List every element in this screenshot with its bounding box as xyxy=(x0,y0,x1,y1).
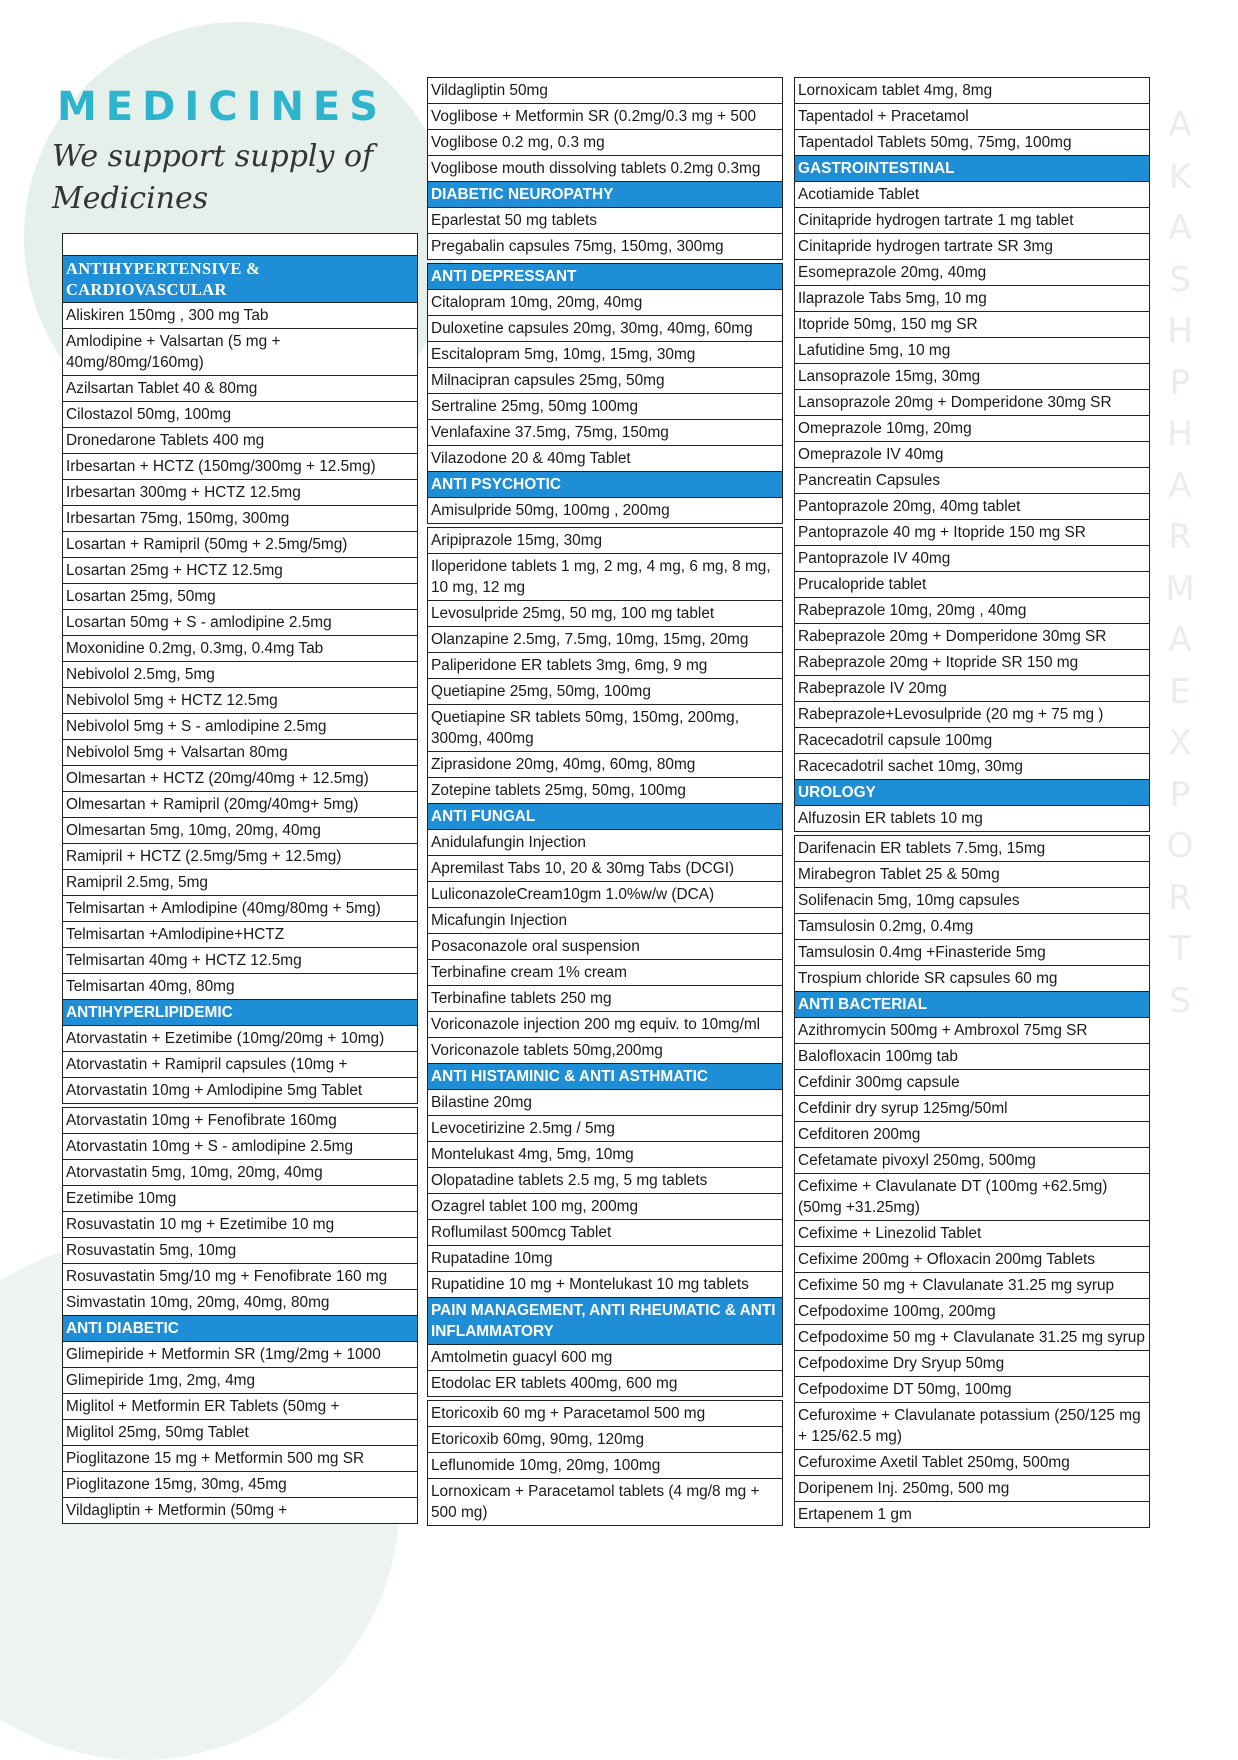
medicine-row: Lornoxicam + Paracetamol tablets (4 mg/8 mg + 500 mg) xyxy=(428,1478,782,1525)
medicine-row: Losartan 50mg + S - amlodipine 2.5mg xyxy=(63,609,417,635)
medicine-row: Pantoprazole 20mg, 40mg tablet xyxy=(795,493,1149,519)
medicine-row: Atorvastatin 10mg + Amlodipine 5mg Tablet xyxy=(63,1077,417,1103)
medicine-row: Rabeprazole+Levosulpride (20 mg + 75 mg ) xyxy=(795,701,1149,727)
medicine-row: Cefdinir 300mg capsule xyxy=(795,1069,1149,1095)
medicine-row: Lafutidine 5mg, 10 mg xyxy=(795,337,1149,363)
medicine-row: Cefixime + Clavulanate DT (100mg +62.5mg) (50mg +31.25mg) xyxy=(795,1173,1149,1220)
medicine-row: Itopride 50mg, 150 mg SR xyxy=(795,311,1149,337)
medicine-row: Voriconazole tablets 50mg,200mg xyxy=(428,1037,782,1063)
medicine-row: LuliconazoleCream10gm 1.0%w/w (DCA) xyxy=(428,881,782,907)
medicine-row: Cefixime 50 mg + Clavulanate 31.25 mg syrup xyxy=(795,1272,1149,1298)
medicine-row: Moxonidine 0.2mg, 0.3mg, 0.4mg Tab xyxy=(63,635,417,661)
medicine-row: Nebivolol 5mg + S - amlodipine 2.5mg xyxy=(63,713,417,739)
medicine-row: Simvastatin 10mg, 20mg, 40mg, 80mg xyxy=(63,1289,417,1315)
medicine-row: Anidulafungin Injection xyxy=(428,829,782,855)
medicine-row: Cefixime 200mg + Ofloxacin 200mg Tablets xyxy=(795,1246,1149,1272)
medicine-row: Atorvastatin 10mg + Fenofibrate 160mg xyxy=(66,1112,337,1129)
medicine-row: Racecadotril capsule 100mg xyxy=(795,727,1149,753)
watermark xyxy=(1160,100,1200,1027)
medicine-row: Cefditoren 200mg xyxy=(795,1121,1149,1147)
medicine-row: Quetiapine 25mg, 50mg, 100mg xyxy=(428,678,782,704)
medicine-row: Darifenacin ER tablets 7.5mg, 15mg xyxy=(798,840,1046,857)
medicine-row: Etoricoxib 60mg, 90mg, 120mg xyxy=(428,1426,782,1452)
watermark-letter: T xyxy=(1169,929,1191,969)
medicine-row: Eparlestat 50 mg tablets xyxy=(428,207,782,233)
medicine-row: Nebivolol 2.5mg, 5mg xyxy=(63,661,417,687)
medicine-row: Losartan 25mg + HCTZ 12.5mg xyxy=(63,557,417,583)
medicine-row: Escitalopram 5mg, 10mg, 15mg, 30mg xyxy=(428,341,782,367)
medicine-row: Terbinafine tablets 250 mg xyxy=(428,985,782,1011)
medicine-row: Levosulpride 25mg, 50 mg, 100 mg tablet xyxy=(428,600,782,626)
watermark-letter: R xyxy=(1168,517,1192,557)
medicine-row: Pantoprazole 40 mg + Itopride 150 mg SR xyxy=(795,519,1149,545)
medicine-column-3 xyxy=(794,77,1150,1528)
watermark-letter: O xyxy=(1166,826,1194,866)
medicine-row: Balofloxacin 100mg tab xyxy=(795,1043,1149,1069)
medicine-row: Cefpodoxime 100mg, 200mg xyxy=(795,1298,1149,1324)
medicine-row: Etoricoxib 60 mg + Paracetamol 500 mg xyxy=(431,1405,706,1422)
medicine-row: Rosuvastatin 5mg, 10mg xyxy=(63,1237,417,1263)
blank-row xyxy=(63,234,417,255)
medicine-row: Telmisartan + Amlodipine (40mg/80mg + 5mg) xyxy=(63,895,417,921)
medicine-row: Aripiprazole 15mg, 30mg xyxy=(431,532,603,549)
medicine-row: Voglibose mouth dissolving tablets 0.2mg 0.3mg xyxy=(428,155,782,181)
medicine-row: Telmisartan 40mg + HCTZ 12.5mg xyxy=(63,947,417,973)
category-header: ANTI HISTAMINIC & ANTI ASTHMATIC xyxy=(428,1063,782,1089)
medicine-row: Voglibose + Metformin SR (0.2mg/0.3 mg + 500 xyxy=(428,103,782,129)
medicine-row: Sertraline 25mg, 50mg 100mg xyxy=(428,393,782,419)
medicine-row: Glimepiride 1mg, 2mg, 4mg xyxy=(63,1367,417,1393)
medicine-row: Atorvastatin 10mg + S - amlodipine 2.5mg xyxy=(63,1133,417,1159)
medicine-row: Citalopram 10mg, 20mg, 40mg xyxy=(428,289,782,315)
medicine-row: Tamsulosin 0.4mg +Finasteride 5mg xyxy=(795,939,1149,965)
category-header: GASTROINTESTINAL xyxy=(795,155,1149,181)
medicine-row: Paliperidone ER tablets 3mg, 6mg, 9 mg xyxy=(428,652,782,678)
medicine-row: Iloperidone tablets 1 mg, 2 mg, 4 mg, 6 mg, 8 mg, 10 mg, 12 mg xyxy=(428,553,782,600)
watermark-letter: A xyxy=(1168,105,1192,145)
medicine-row: Rabeprazole 20mg + Domperidone 30mg SR xyxy=(795,623,1149,649)
watermark-letter: P xyxy=(1169,362,1191,403)
medicine-row: Rabeprazole 10mg, 20mg , 40mg xyxy=(795,597,1149,623)
medicine-row: Nebivolol 5mg + Valsartan 80mg xyxy=(63,739,417,765)
category-header: ANTIHYPERTENSIVE & CARDIOVASCULAR xyxy=(63,255,417,302)
watermark-letter: A xyxy=(1168,208,1192,248)
medicine-column-1 xyxy=(62,233,418,1524)
medicine-row: Pantoprazole IV 40mg xyxy=(795,545,1149,571)
medicine-row: Racecadotril sachet 10mg, 30mg xyxy=(795,753,1149,779)
medicine-row: Olanzapine 2.5mg, 7.5mg, 10mg, 15mg, 20mg xyxy=(428,626,782,652)
category-header: ANTI BACTERIAL xyxy=(795,991,1149,1017)
medicine-row: Dronedarone Tablets 400 mg xyxy=(63,427,417,453)
medicine-row: Vildagliptin 50mg xyxy=(431,82,548,99)
medicine-row: Vilazodone 20 & 40mg Tablet xyxy=(428,445,782,471)
medicine-row: Montelukast 4mg, 5mg, 10mg xyxy=(428,1141,782,1167)
medicine-row: Olmesartan 5mg, 10mg, 20mg, 40mg xyxy=(63,817,417,843)
medicine-row: Terbinafine cream 1% cream xyxy=(428,959,782,985)
watermark-letter: P xyxy=(1169,774,1191,815)
medicine-row: Omeprazole IV 40mg xyxy=(795,441,1149,467)
medicine-row: Amisulpride 50mg, 100mg , 200mg xyxy=(428,497,782,523)
medicine-row: Cefdinir dry syrup 125mg/50ml xyxy=(795,1095,1149,1121)
medicine-table-group xyxy=(794,835,1150,1528)
medicine-row: Atorvastatin + Ezetimibe (10mg/20mg + 10mg) xyxy=(63,1025,417,1051)
watermark-letter: S xyxy=(1169,259,1191,300)
medicine-row: Doripenem Inj. 250mg, 500 mg xyxy=(795,1475,1149,1501)
medicine-row: Voriconazole injection 200 mg equiv. to 10mg/ml xyxy=(428,1011,782,1037)
watermark-letter: M xyxy=(1165,568,1195,609)
category-header: ANTI FUNGAL xyxy=(428,803,782,829)
medicine-column-2 xyxy=(427,77,783,1526)
medicine-row: Micafungin Injection xyxy=(428,907,782,933)
medicine-row: Amtolmetin guacyl 600 mg xyxy=(428,1344,782,1370)
medicine-row: Azithromycin 500mg + Ambroxol 75mg SR xyxy=(795,1017,1149,1043)
medicine-row: Cefuroxime Axetil Tablet 250mg, 500mg xyxy=(795,1449,1149,1475)
medicine-row: Roflumilast 500mcg Tablet xyxy=(428,1219,782,1245)
watermark-letter: X xyxy=(1168,723,1192,763)
medicine-row: Losartan + Ramipril (50mg + 2.5mg/5mg) xyxy=(63,531,417,557)
medicine-row: Venlafaxine 37.5mg, 75mg, 150mg xyxy=(428,419,782,445)
medicine-row: Bilastine 20mg xyxy=(428,1089,782,1115)
medicine-row: Nebivolol 5mg + HCTZ 12.5mg xyxy=(63,687,417,713)
medicine-row: Rabeprazole IV 20mg xyxy=(795,675,1149,701)
medicine-row: Esomeprazole 20mg, 40mg xyxy=(795,259,1149,285)
medicine-row: Olopatadine tablets 2.5 mg, 5 mg tablets xyxy=(428,1167,782,1193)
medicine-row: Prucalopride tablet xyxy=(795,571,1149,597)
medicine-row: Alfuzosin ER tablets 10 mg xyxy=(795,805,1149,831)
category-header: ANTIHYPERLIPIDEMIC xyxy=(63,999,417,1025)
medicine-table-group xyxy=(427,527,783,1397)
medicine-row: Zotepine tablets 25mg, 50mg, 100mg xyxy=(428,777,782,803)
medicine-row: Quetiapine SR tablets 50mg, 150mg, 200mg, 300mg, 400mg xyxy=(428,704,782,751)
medicine-table-group xyxy=(427,263,783,524)
medicine-row: Irbesartan + HCTZ (150mg/300mg + 12.5mg) xyxy=(63,453,417,479)
medicine-row: Ziprasidone 20mg, 40mg, 60mg, 80mg xyxy=(428,751,782,777)
medicine-row: Duloxetine capsules 20mg, 30mg, 40mg, 60mg xyxy=(428,315,782,341)
watermark-letter: S xyxy=(1169,980,1191,1021)
medicine-row: Etodolac ER tablets 400mg, 600 mg xyxy=(428,1370,782,1396)
medicine-row: Lansoprazole 20mg + Domperidone 30mg SR xyxy=(795,389,1149,415)
medicine-row: Cilostazol 50mg, 100mg xyxy=(63,401,417,427)
watermark-letter: R xyxy=(1168,877,1192,918)
medicine-row: Olmesartan + HCTZ (20mg/40mg + 12.5mg) xyxy=(63,765,417,791)
medicine-table-group xyxy=(427,1400,783,1526)
medicine-row: Ezetimibe 10mg xyxy=(63,1185,417,1211)
medicine-row: Rosuvastatin 10 mg + Ezetimibe 10 mg xyxy=(63,1211,417,1237)
medicine-row: Telmisartan 40mg, 80mg xyxy=(63,973,417,999)
category-header: ANTI PSYCHOTIC xyxy=(428,471,782,497)
medicine-row: Ilaprazole Tabs 5mg, 10 mg xyxy=(795,285,1149,311)
medicine-row: Amlodipine + Valsartan (5 mg + 40mg/80mg/160mg) xyxy=(63,328,417,375)
medicine-table-group xyxy=(427,77,783,260)
medicine-row: Ramipril + HCTZ (2.5mg/5mg + 12.5mg) xyxy=(63,843,417,869)
medicine-row: Cefetamate pivoxyl 250mg, 500mg xyxy=(795,1147,1149,1173)
medicine-row: Tapentadol Tablets 50mg, 75mg, 100mg xyxy=(795,129,1149,155)
medicine-row: Mirabegron Tablet 25 & 50mg xyxy=(795,861,1149,887)
medicine-row: Rabeprazole 20mg + Itopride SR 150 mg xyxy=(795,649,1149,675)
medicine-row: Glimepiride + Metformin SR (1mg/2mg + 1000 xyxy=(63,1341,417,1367)
medicine-row: Cinitapride hydrogen tartrate 1 mg tablet xyxy=(795,207,1149,233)
medicine-row: Solifenacin 5mg, 10mg capsules xyxy=(795,887,1149,913)
medicine-row: Cefpodoxime 50 mg + Clavulanate 31.25 mg syrup xyxy=(795,1324,1149,1350)
page-title: MEDICINES xyxy=(57,84,388,130)
watermark-letter: K xyxy=(1168,156,1192,197)
medicine-row: Pioglitazone 15 mg + Metformin 500 mg SR xyxy=(63,1445,417,1471)
medicine-row: Lansoprazole 15mg, 30mg xyxy=(795,363,1149,389)
medicine-row: Levocetirizine 2.5mg / 5mg xyxy=(428,1115,782,1141)
medicine-row: Tamsulosin 0.2mg, 0.4mg xyxy=(795,913,1149,939)
medicine-row: Posaconazole oral suspension xyxy=(428,933,782,959)
medicine-row: Aliskiren 150mg , 300 mg Tab xyxy=(63,302,417,328)
medicine-row: Cefpodoxime DT 50mg, 100mg xyxy=(795,1376,1149,1402)
medicine-row: Rosuvastatin 5mg/10 mg + Fenofibrate 160 mg xyxy=(63,1263,417,1289)
medicine-row: Voglibose 0.2 mg, 0.3 mg xyxy=(428,129,782,155)
medicine-row: Irbesartan 75mg, 150mg, 300mg xyxy=(63,505,417,531)
medicine-row: Pancreatin Capsules xyxy=(795,467,1149,493)
medicine-row: Atorvastatin 5mg, 10mg, 20mg, 40mg xyxy=(63,1159,417,1185)
watermark-letter: A xyxy=(1168,465,1192,506)
medicine-row: Atorvastatin + Ramipril capsules (10mg + xyxy=(63,1051,417,1077)
medicine-row: Apremilast Tabs 10, 20 & 30mg Tabs (DCGI) xyxy=(428,855,782,881)
medicine-row: Ertapenem 1 gm xyxy=(795,1501,1149,1527)
medicine-table-group xyxy=(62,233,418,1104)
medicine-row: Miglitol 25mg, 50mg Tablet xyxy=(63,1419,417,1445)
medicine-row: Irbesartan 300mg + HCTZ 12.5mg xyxy=(63,479,417,505)
category-header: ANTI DEPRESSANT xyxy=(428,264,782,289)
medicine-table-group xyxy=(62,1107,418,1524)
medicine-row: Ozagrel tablet 100 mg, 200mg xyxy=(428,1193,782,1219)
medicine-row: Leflunomide 10mg, 20mg, 100mg xyxy=(428,1452,782,1478)
watermark-letter: H xyxy=(1167,414,1193,454)
category-header: PAIN MANAGEMENT, ANTI RHEUMATIC & ANTI INFLAMMATORY xyxy=(428,1297,782,1344)
category-header: UROLOGY xyxy=(795,779,1149,805)
medicine-row: Cefpodoxime Dry Sryup 50mg xyxy=(795,1350,1149,1376)
medicine-row: Miglitol + Metformin ER Tablets (50mg + xyxy=(63,1393,417,1419)
medicine-row: Pregabalin capsules 75mg, 150mg, 300mg xyxy=(428,233,782,259)
medicine-row: Rupatadine 10mg xyxy=(428,1245,782,1271)
medicine-row: Acotiamide Tablet xyxy=(795,181,1149,207)
medicine-row: Lornoxicam tablet 4mg, 8mg xyxy=(798,82,993,99)
medicine-row: Cefixime + Linezolid Tablet xyxy=(795,1220,1149,1246)
medicine-row: Tapentadol + Pracetamol xyxy=(795,103,1149,129)
medicine-row: Olmesartan + Ramipril (20mg/40mg+ 5mg) xyxy=(63,791,417,817)
medicine-row: Telmisartan +Amlodipine+HCTZ xyxy=(63,921,417,947)
medicine-row: Cinitapride hydrogen tartrate SR 3mg xyxy=(795,233,1149,259)
watermark-letter: E xyxy=(1169,671,1191,712)
medicine-row: Cefuroxime + Clavulanate potassium (250/125 mg + 125/62.5 mg) xyxy=(795,1402,1149,1449)
medicine-row: Rupatidine 10 mg + Montelukast 10 mg tablets xyxy=(428,1271,782,1297)
page-subtitle: We support supply of Medicines xyxy=(52,139,374,216)
medicine-table-group xyxy=(794,77,1150,832)
watermark-letter: A xyxy=(1168,620,1192,660)
category-header: ANTI DIABETIC xyxy=(63,1315,417,1341)
medicine-row: Omeprazole 10mg, 20mg xyxy=(795,415,1149,441)
watermark-letter: H xyxy=(1167,311,1193,351)
medicine-row: Pioglitazone 15mg, 30mg, 45mg xyxy=(63,1471,417,1497)
medicine-row: Losartan 25mg, 50mg xyxy=(63,583,417,609)
medicine-row: Trospium chloride SR capsules 60 mg xyxy=(795,965,1149,991)
medicine-row: Ramipril 2.5mg, 5mg xyxy=(63,869,417,895)
medicine-row: Azilsartan Tablet 40 & 80mg xyxy=(63,375,417,401)
category-header: DIABETIC NEUROPATHY xyxy=(428,181,782,207)
medicine-row: Vildagliptin + Metformin (50mg + xyxy=(63,1497,417,1523)
medicine-row: Milnacipran capsules 25mg, 50mg xyxy=(428,367,782,393)
